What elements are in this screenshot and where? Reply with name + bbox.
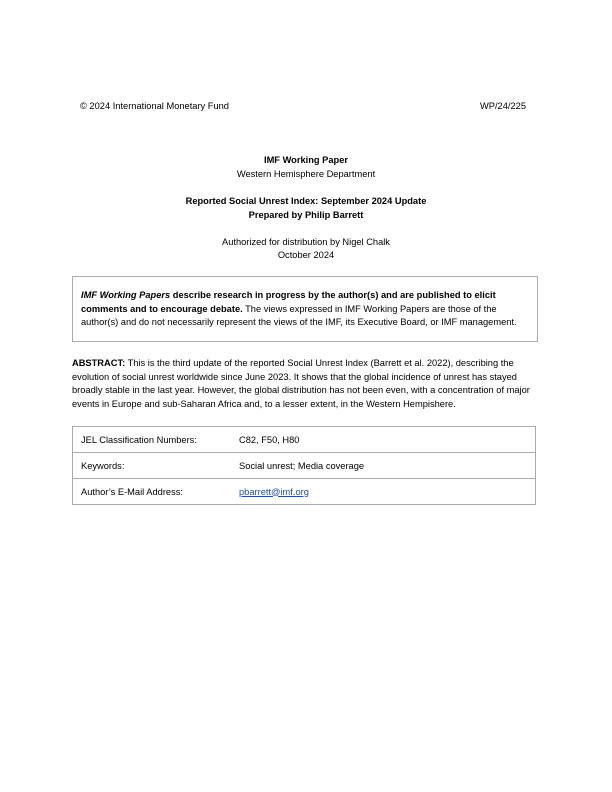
prepared-by: Prepared by Philip Barrett	[248, 210, 364, 220]
abstract-text: This is the third update of the reported Social Unrest Index (Barrett et al. 2022), describing the evolution of social unrest worldwide since June 2023. It shows that the global incidence of unrest has stayed broadly stable in the last year. However, the global distribution has not been even, with a concentration of major events in Europe and sub-Saharan Africa and, to a lesser extent, in the Western Hempishere.	[72, 358, 530, 409]
disclaimer-bold-text: describe research in progress by the author(s) and are published to elicit comments and to encourage debate.	[81, 290, 496, 314]
email-label: Author’s E-Mail Address:	[73, 479, 232, 505]
keywords-label: Keywords:	[73, 453, 232, 479]
disclaimer-italic-lead: IMF Working Papers	[81, 290, 171, 300]
email-cell	[231, 479, 536, 505]
disclaimer-text: The views expressed in IMF Working Papers are those of the author(s) and do not necessarily represent the views of the IMF, its Executive Board, or IMF management.	[81, 303, 517, 328]
abstract	[72, 357, 538, 411]
copyright-notice: © 2024 International Monetary Fund	[80, 101, 229, 111]
abstract-label: ABSTRACT:	[72, 358, 126, 368]
jel-label: JEL Classification Numbers:	[73, 427, 232, 453]
table-row	[73, 479, 536, 505]
table-row	[73, 453, 536, 479]
disclaimer-box	[72, 276, 538, 342]
table-row	[73, 427, 536, 453]
keywords-value: Social unrest; Media coverage	[231, 453, 536, 479]
publication-date: October 2024	[277, 250, 335, 260]
info-table	[72, 426, 536, 505]
department: Western Hemisphere Department	[236, 169, 376, 179]
series-title: IMF Working Paper	[263, 155, 349, 165]
paper-title: Reported Social Unrest Index: September 2024 Update	[185, 196, 427, 206]
paper-number: WP/24/225	[480, 101, 526, 111]
jel-value: C82, F50, H80	[231, 427, 536, 453]
email-link[interactable]: pbarrett@imf.org	[239, 486, 309, 497]
authorized-by: Authorized for distribution by Nigel Chalk	[222, 237, 390, 247]
